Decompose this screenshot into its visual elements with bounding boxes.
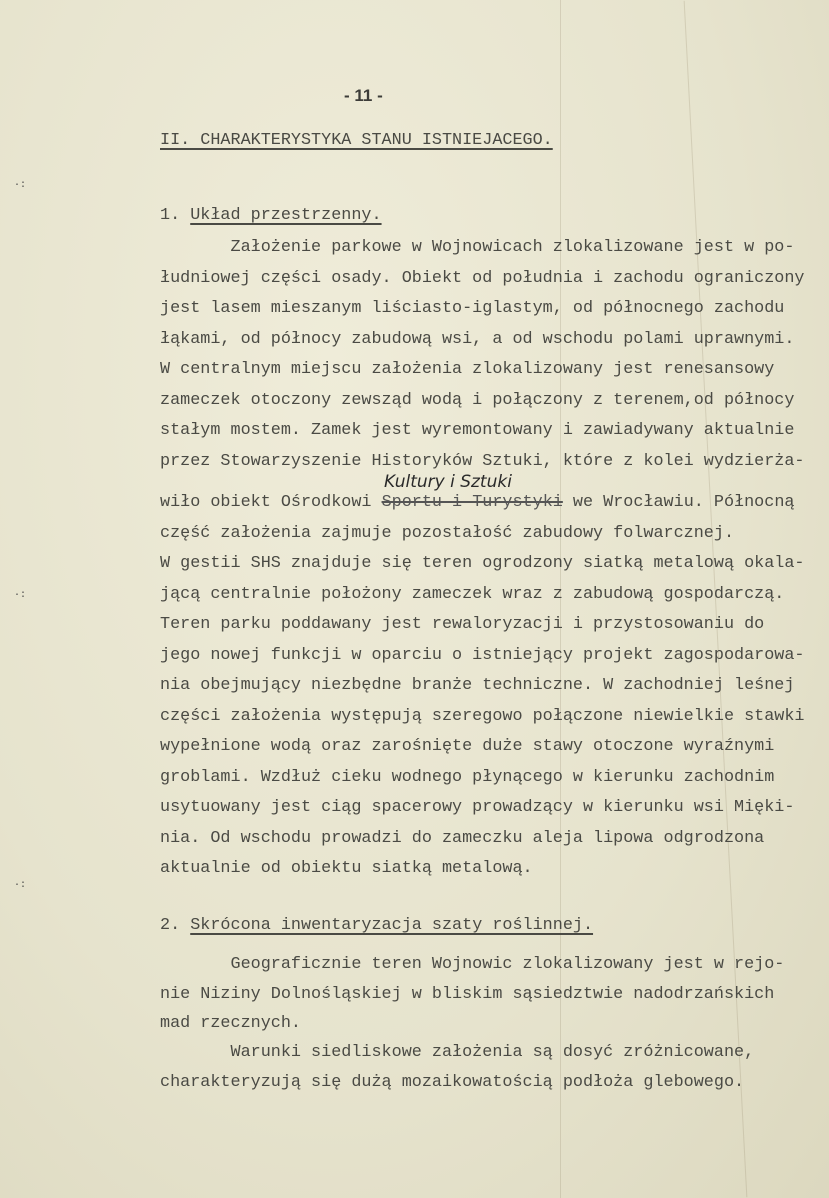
text-line: stałym mostem. Zamek jest wyremontowany i zawiadywany aktualnie	[160, 421, 795, 440]
section-2-title: Skrócona inwentaryzacja szaty roślinnej.	[190, 916, 594, 935]
text-line: groblami. Wzdłuż cieku wodnego płynącego w kierunku zachodnim	[160, 767, 775, 787]
text-line: usytuowany jest ciąg spacerowy prowadzący w kierunku wsi Mięki-	[160, 798, 795, 817]
punch-mark: ·:	[14, 590, 27, 601]
section-1-heading	[160, 206, 382, 226]
text-line: jest lasem mieszanym liściasto-iglastym, od północnego zachodu	[160, 299, 785, 318]
text-line: część założenia zajmuje pozostałość zabudowy folwarcznej.	[160, 523, 735, 543]
struck-text: Sportu i Turystyki	[381, 493, 563, 512]
text-line: jego nowej funkcji w oparciu o istniejący projekt zagospodarowa-	[160, 645, 805, 665]
text-line: charakteryzują się dużą mozaikowatością podłoża glebowego.	[160, 1073, 745, 1092]
section-2-heading	[160, 916, 593, 936]
text-segment: we Wrocławiu. Północną	[562, 493, 795, 512]
text-segment: wiło obiekt Ośrodkowi	[160, 493, 382, 512]
page-number: - 11 -	[344, 86, 383, 105]
text-line: Teren parku poddawany jest rewaloryzacji i przystosowaniu do	[160, 615, 765, 634]
section-1-number: 1.	[160, 206, 191, 225]
text-line: Warunki siedliskowe założenia są dosyć zróżnicowane,	[160, 1043, 755, 1062]
text-line: jącą centralnie położony zameczek wraz z zabudową gospodarczą.	[160, 584, 785, 604]
text-line: W centralnym miejscu założenia zlokalizowany jest renesansowy	[160, 360, 775, 379]
text-line: Założenie parkowe w Wojnowicach zlokalizowane jest w po-	[160, 238, 795, 257]
text-line: Geograficznie teren Wojnowic zlokalizowany jest w rejo-	[160, 955, 785, 974]
text-line: nie Niziny Dolnośląskiej w bliskim sąsiedztwie nadodrzańskich	[160, 985, 775, 1004]
text-line: mad rzecznych.	[160, 1014, 301, 1033]
text-line: nia obejmujący niezbędne branże techniczne. W zachodniej leśnej	[160, 676, 795, 695]
section-1-title: Układ przestrzenny.	[190, 206, 382, 225]
chapter-heading: II. CHARAKTERYSTYKA STANU ISTNIEJACEGO.	[160, 131, 553, 150]
text-line: wypełnione wodą oraz zarośnięte duże stawy otoczone wyraźnymi	[160, 737, 775, 756]
punch-mark: ·:	[14, 180, 27, 191]
text-line: zameczek otoczony zewsząd wodą i połączony z terenem,od północy	[160, 390, 795, 410]
text-line: aktualnie od obiektu siatką metalową.	[160, 859, 533, 878]
text-line	[160, 493, 794, 513]
text-line: W gestii SHS znajduje się teren ogrodzony siatką metalową okala-	[160, 554, 805, 573]
handwritten-correction: Kultury i Sztuki	[384, 472, 512, 492]
text-line: przez Stowarzyszenie Historyków Sztuki, które z kolei wydzierża-	[160, 451, 805, 471]
text-line: nia. Od wschodu prowadzi do zameczku aleja lipowa odgrodzona	[160, 828, 765, 848]
section-2-number: 2.	[160, 916, 191, 935]
text-line: łąkami, od północy zabudową wsi, a od wschodu polami uprawnymi.	[160, 329, 795, 349]
text-line: łudniowej części osady. Obiekt od południa i zachodu ograniczony	[160, 268, 805, 288]
text-line: części założenia występują szeregowo połączone niewielkie stawki	[160, 706, 805, 726]
punch-mark: ·:	[14, 880, 27, 891]
